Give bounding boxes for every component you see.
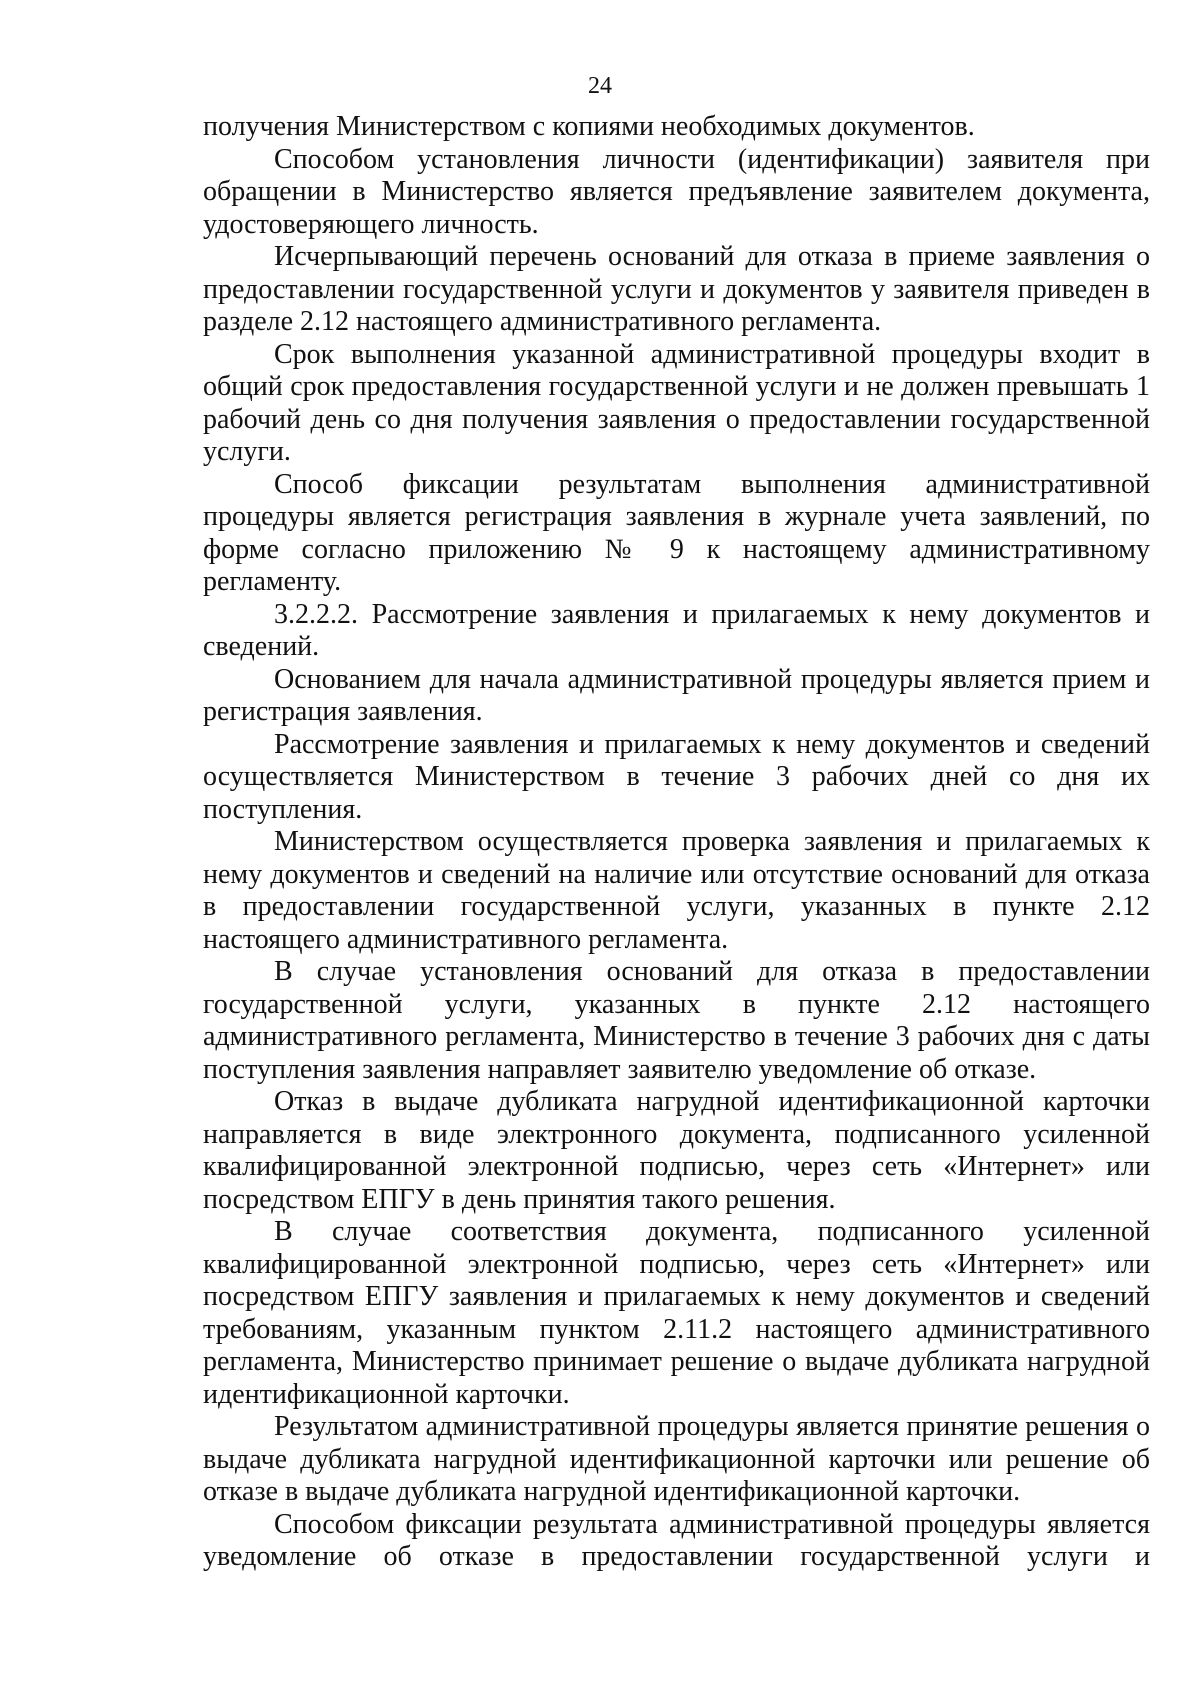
paragraph: В случае соответствия документа, подписанного усиленной квалифицированной электронной подписью, через сеть «Интернет» или посредством ЕПГУ заявления и прилагаемых к нему документов и сведений требованиям, указанным пунктом 2.11.2 настоящего административного регламента, Министерство принимает решение о выдаче дубликата нагрудной идентификационной карточки. (203, 1216, 1150, 1410)
paragraph: получения Министерством с копиями необходимых документов. (203, 111, 975, 142)
paragraph: Способ фиксации результатам выполнения административной процедуры является регистрация заявления в журнале учета заявлений, по форме согласно приложению № 9 к настоящему административному регламенту. (203, 468, 1150, 597)
paragraph: Основанием для начала административной процедуры является прием и регистрация заявления. (203, 663, 1150, 727)
paragraph: Срок выполнения указанной административной процедуры входит в общий срок предоставления государственной услуги и не должен превышать 1 рабочий день со дня получения заявления о предоставлении государственной услуги. (203, 338, 1150, 467)
page-number: 24 (588, 73, 612, 99)
paragraph: Способом установления личности (идентификации) заявителя при обращении в Министерство является предъявление заявителем документа, удостоверяющего личность. (203, 143, 1150, 240)
paragraph: Исчерпывающий перечень оснований для отказа в приеме заявления о предоставлении государственной услуги и документов у заявителя приведен в разделе 2.12 настоящего административного регламента. (203, 241, 1150, 337)
paragraph: Отказ в выдаче дубликата нагрудной идентификационной карточки направляется в виде электронного документа, подписанного усиленной квалифицированной электронной подписью, через сеть «Интернет» или посредством ЕПГУ в день принятия такого решения. (203, 1086, 1150, 1215)
paragraph: 3.2.2.2. Рассмотрение заявления и прилагаемых к нему документов и сведений. (203, 598, 1150, 662)
paragraph: В случае установления оснований для отказа в предоставлении государственной услуги, указанных в пункте 2.12 настоящего административного регламента, Министерство в течение 3 рабочих дня с даты поступления заявления направляет заявителю уведомление об отказе. (203, 956, 1150, 1085)
paragraph: Рассмотрение заявления и прилагаемых к нему документов и сведений осуществляется Министерством в течение 3 рабочих дней со дня их поступления. (203, 728, 1150, 825)
paragraph: Способом фиксации результата административной процедуры является уведомление об отказе в предоставлении государственной услуги и (203, 1508, 1150, 1572)
document-body (203, 111, 1150, 1574)
paragraph: Министерством осуществляется проверка заявления и прилагаемых к нему документов и сведений на наличие или отсутствие оснований для отказа в предоставлении государственной услуги, указанных в пункте 2.12 настоящего административного регламента. (203, 826, 1150, 955)
paragraph: Результатом административной процедуры является принятие решения о выдаче дубликата нагрудной идентификационной карточки или решение об отказе в выдаче дубликата нагрудной идентификационной карточки. (203, 1411, 1150, 1507)
